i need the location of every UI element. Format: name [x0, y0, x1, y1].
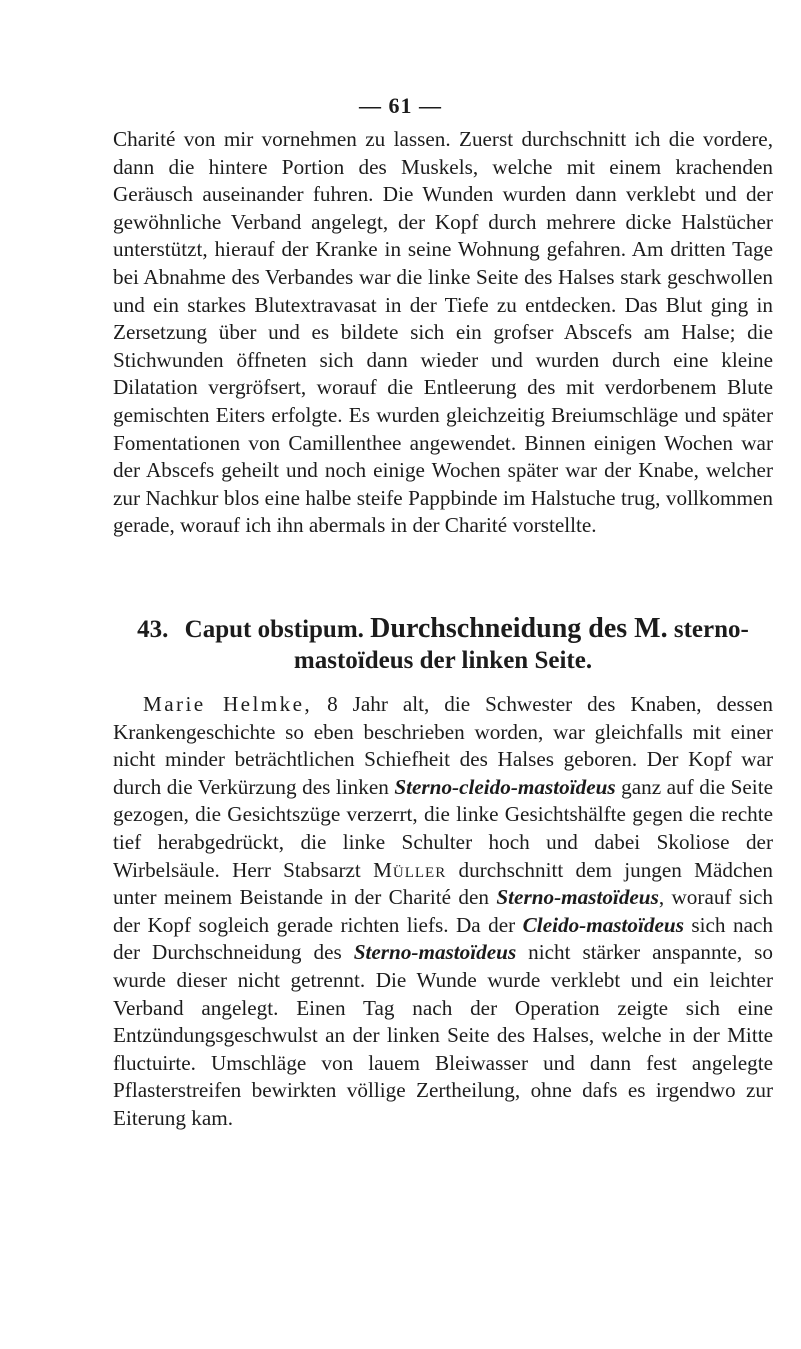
case-paragraph [113, 691, 773, 1133]
section-title-muscle: sterno- [673, 616, 749, 643]
muscle-term: Sterno-mastoïdeus [496, 885, 659, 910]
muscle-term: Sterno-cleido-mastoïdeus [394, 774, 616, 799]
section-title-latin: Caput obstipum. [184, 616, 364, 643]
text-run: durchschnitt dem jungen Mädchen unter meinem Beistande in der Charité den [113, 857, 773, 910]
text-run: sich nach der Durchschneidung des [113, 912, 773, 965]
text-run: nicht stärker anspannte, so wurde dieser nicht getrennt. Die Wunde wurde verklebt und ein leichter Verband angelegt. Einen Tag nach der Operation zeigte sich eine Entzündungsgeschwulst an der linken Seite des Halses, welche in der Mitte fluctuirte. Umschläge von lauem Bleiwasser und dann fest angelegte Pflasterstreifen bewirkten völlige Zertheilung, ohne dafs es irgendwo zur Eiterung kam. [113, 940, 773, 1130]
text-run: ganz auf die Seite gezogen, die Gesichtszüge verzerrt, die linke Gesichtshälfte gegen die rechte tief herabgedrückt, die linke Schulter hoch und dabei Skoliose der Wirbelsäule. Herr Stabsarzt [113, 774, 773, 882]
patient-name: Marie Helmke, [143, 692, 313, 716]
muscle-term: Sterno-mastoïdeus [353, 940, 517, 965]
text-run: 8 Jahr alt, die Schwester des Knaben, dessen Krankengeschichte so eben beschrieben worden, war gleichfalls mit einer nicht minder beträchtlichen Schiefheit des Halses geboren. Der Kopf war durch die Verkürzung des linken [113, 692, 774, 799]
muscle-term: Cleido-mastoïdeus [522, 912, 684, 937]
section-heading-line-2: mastoïdeus der linken Seite. [293, 647, 593, 674]
person-name: Müller [373, 857, 447, 882]
section-heading-line-1 [113, 614, 773, 645]
paragraph-continued: Charité von mir vornehmen zu lassen. Zuerst durchschnitt ich die vordere, dann die hintere Portion des Muskels, welche mit einem krachenden Geräusch auseinander fuhren. Die Wunden wurden dann verklebt und der gewöhnliche Verband angelegt, der Kopf durch mehrere dicke Halstücher unterstützt, hierauf der Kranke in seine Wohnung gefahren. Am dritten Tage bei Abnahme des Verbandes war die linke Seite des Halses stark geschwollen und ein starkes Blutextravasat in der Tiefe zu entdecken. Das Blut ging in Zersetzung über und es bildete sich ein grofser Abscefs am Halse; die Stichwunden öffneten sich dann wieder und wurden durch eine kleine Dilatation vergröfsert, worauf die Entleerung des mit verdorbenem Blute gemischten Eiters erfolgte. Es wurden gleichzeitig Breiumschläge und später Fomentationen von Camillenthee angewendet. Binnen einigen Wochen war der Abscefs geheilt und noch einige Wochen später war der Knabe, welcher zur Nachkur blos eine halbe steife Pappbinde im Halstuche trug, vollkommen gerade, worauf ich ihn abermals in der Charité vorstellte. [113, 127, 773, 538]
section-number: 43. [137, 616, 169, 643]
section-title-main: Durchschneidung des M. [370, 613, 668, 644]
page-number: — 61 — [359, 93, 442, 118]
text-run: , worauf sich der Kopf sogleich gerade richten liefs. Da der [113, 885, 773, 937]
